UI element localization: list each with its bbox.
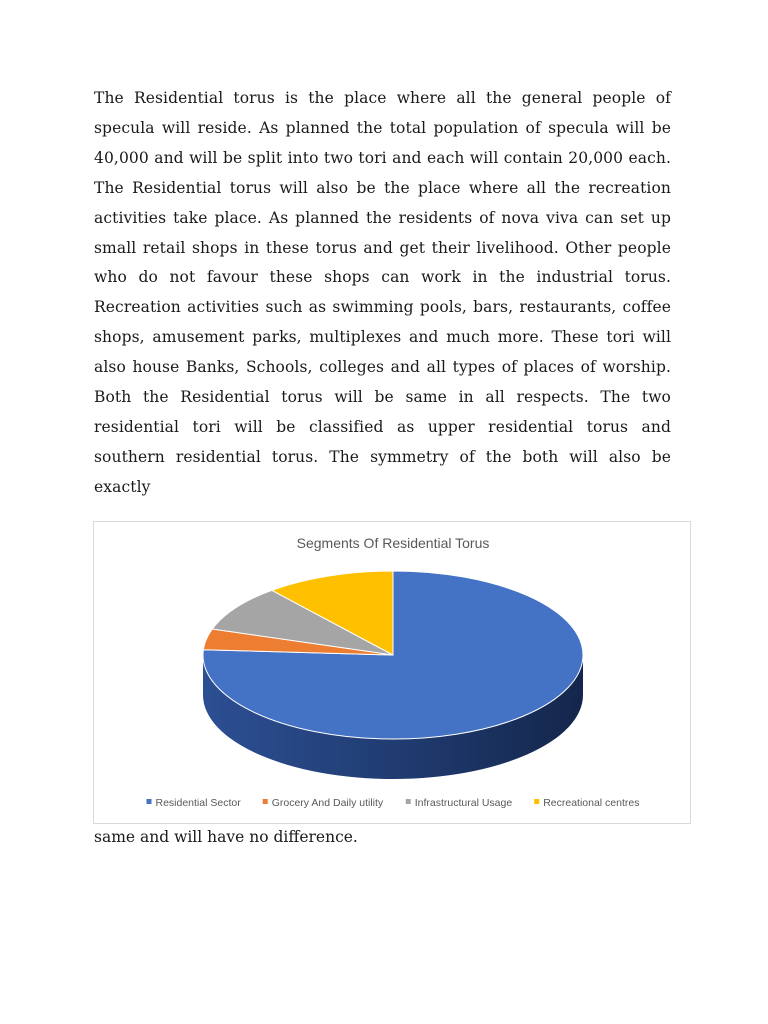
chart-legend <box>146 797 639 809</box>
legend-swatch-recreational-centres <box>534 799 539 804</box>
chart-title: Segments Of Residential Torus <box>296 535 490 551</box>
legend-label-recreational-centres: Recreational centres <box>543 797 640 809</box>
body-paragraph: The Residential torus is the place where all the general people of specula will reside. As planned the total population of specula will be 40,000 and will be split into two tori and each will contain 20,000 each. The Residential torus will also be the place where all the recreation activities take place. As planned the residents of nova viva can set up small retail shops in these torus and get their livelihood. Other people who do not favour these shops can work in the industrial torus. Recreation activities such as swimming pools, bars, restaurants, coffee shops, amusement parks, multiplexes and much more. These tori will also house Banks, Schools, colleges and all types of places of worship. Both the Residential torus will be same in all respects. The two residential tori will be classified as upper residential torus and southern residential torus. The symmetry of the both will also be exactly <box>94 89 671 496</box>
legend-label-grocery-daily-utility: Grocery And Daily utility <box>271 797 384 809</box>
pie-chart-canvas <box>94 522 692 825</box>
legend-label-residential-sector: Residential Sector <box>155 797 241 809</box>
continuation-paragraph: same and will have no difference. <box>94 828 358 846</box>
legend-swatch-residential-sector <box>146 799 151 804</box>
pie-chart <box>93 521 691 824</box>
legend-swatch-infrastructural-usage <box>406 799 411 804</box>
legend-swatch-grocery-daily-utility <box>263 799 268 804</box>
legend-label-infrastructural-usage: Infrastructural Usage <box>414 797 513 809</box>
